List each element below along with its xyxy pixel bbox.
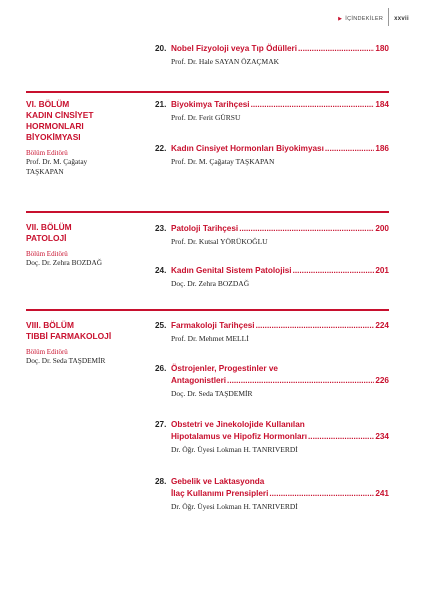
toc-entry-22[interactable] (155, 143, 389, 166)
entry-author: Doç. Dr. Seda TAŞDEMİR (171, 389, 253, 398)
section-rule (26, 309, 389, 311)
entry-title-line (155, 265, 389, 277)
toc-entry-27[interactable] (155, 419, 389, 454)
entry-number: 21. (155, 100, 167, 109)
entry-author: Prof. Dr. Mehmet MELLİ (171, 334, 249, 343)
entry-title-line (155, 99, 389, 111)
entry-page: 180 (375, 44, 389, 53)
toc-entry-24[interactable] (155, 265, 389, 288)
editor-name: Doç. Dr. Seda TAŞDEMİR (26, 356, 106, 365)
entry-title-line (155, 488, 389, 500)
section-title-line: HORMONLARI (26, 121, 84, 131)
entry-author: Prof. Dr. Ferit GÜRSU (171, 113, 241, 122)
entry-title: İlaç Kullanımı Prensipleri (171, 489, 269, 498)
leader-dots (227, 375, 374, 387)
entry-title: Hipotalamus ve Hipofiz Hormonları (171, 432, 308, 441)
entry-author: Dr. Öğr. Üyesi Lokman H. TANRIVERDİ (171, 445, 298, 454)
leader-dots (293, 265, 375, 277)
leader-dots (298, 43, 374, 55)
triangle-marker-icon: ▶ (338, 16, 343, 22)
page-number: xxvii (394, 16, 409, 22)
section-title-line: VI. BÖLÜM (26, 99, 70, 109)
toc-entry-21[interactable] (155, 99, 389, 122)
toc-entry-20[interactable] (155, 43, 389, 66)
header-label: İÇİNDEKİLER (345, 16, 384, 22)
leader-dots (308, 431, 374, 443)
entry-title-line (155, 143, 389, 155)
entry-author: Prof. Dr. Hale SAYAN ÖZAÇMAK (171, 57, 280, 66)
editor-label: Bölüm Editörü (26, 250, 68, 258)
entry-title-line (155, 223, 389, 235)
entry-number: 28. (155, 477, 167, 486)
entry-title-first-line: Östrojenler, Progestinler ve (171, 364, 278, 373)
section-rule (26, 211, 389, 213)
entry-page: 241 (375, 489, 389, 498)
entry-page: 186 (375, 144, 389, 153)
leader-dots (251, 99, 375, 111)
leader-dots (269, 488, 374, 500)
header-divider (388, 8, 389, 26)
editor-name: TAŞKAPAN (26, 166, 64, 176)
entry-title: Biyokimya Tarihçesi (171, 100, 250, 109)
entry-title-line (155, 431, 389, 443)
entry-title-line (155, 43, 389, 55)
leader-dots (239, 223, 374, 235)
entry-page: 201 (375, 266, 389, 275)
entry-page: 234 (375, 432, 389, 441)
section-title-line: TIBBİ FARMAKOLOJİ (26, 331, 112, 341)
toc-entry-25[interactable] (155, 320, 389, 343)
section-title-line: PATOLOJİ (26, 233, 67, 243)
entry-title-line (155, 419, 389, 431)
entry-number: 22. (155, 144, 167, 153)
entry-title: Patoloji Tarihçesi (171, 224, 239, 233)
entry-number: 20. (155, 44, 167, 53)
editor-name: Doç. Dr. Zehra BOZDAĞ (26, 258, 102, 267)
section-title-line: VII. BÖLÜM (26, 222, 72, 232)
entry-number: 26. (155, 364, 167, 373)
entry-title: Farmakoloji Tarihçesi (171, 321, 255, 330)
entry-author: Dr. Öğr. Üyesi Lokman H. TANRIVERDİ (171, 502, 298, 511)
editor-name: Prof. Dr. M. Çağatay (26, 157, 88, 166)
section-title-line: BİYOKİMYASI (26, 132, 81, 142)
entry-title-line (155, 375, 389, 387)
entry-title-first-line: Obstetri ve Jinekolojide Kullanılan (171, 420, 305, 429)
entry-title: Nobel Fizyoloji veya Tıp Ödülleri (171, 44, 298, 53)
section-viii (26, 320, 136, 366)
section-title-line: KADIN CİNSİYET (26, 110, 94, 120)
section-vii (26, 222, 136, 268)
entry-title-line (155, 476, 389, 488)
entry-author: Prof. Dr. M. Çağatay TAŞKAPAN (171, 157, 275, 166)
leader-dots (256, 320, 375, 332)
toc-entry-23[interactable] (155, 223, 389, 246)
leader-dots (325, 143, 374, 155)
section-title-line: VIII. BÖLÜM (26, 320, 74, 330)
entry-number: 25. (155, 321, 167, 330)
entry-page: 184 (375, 100, 389, 109)
entry-number: 23. (155, 224, 167, 233)
entry-title-line (155, 320, 389, 332)
entry-title: Kadın Genital Sistem Patolojisi (171, 266, 292, 275)
entry-rule (155, 91, 389, 93)
entry-author: Prof. Dr. Kutsal YÖRÜKOĞLU (171, 237, 268, 246)
entry-title-line (155, 363, 389, 375)
section-vi (26, 99, 136, 176)
toc-entry-26[interactable] (155, 363, 389, 398)
toc-entry-28[interactable] (155, 476, 389, 511)
running-header (338, 12, 409, 26)
entry-title: Antagonistleri (171, 376, 227, 385)
entry-number: 27. (155, 420, 167, 429)
entry-number: 24. (155, 266, 167, 275)
entry-page: 226 (375, 376, 389, 385)
entry-title-first-line: Gebelik ve Laktasyonda (171, 477, 265, 486)
editor-label: Bölüm Editörü (26, 348, 68, 356)
entry-author: Doç. Dr. Zehra BOZDAĞ (171, 279, 250, 288)
entry-page: 200 (375, 224, 389, 233)
editor-label: Bölüm Editörü (26, 149, 68, 157)
entry-page: 224 (375, 321, 389, 330)
entry-title: Kadın Cinsiyet Hormonları Biyokimyası (171, 144, 324, 153)
